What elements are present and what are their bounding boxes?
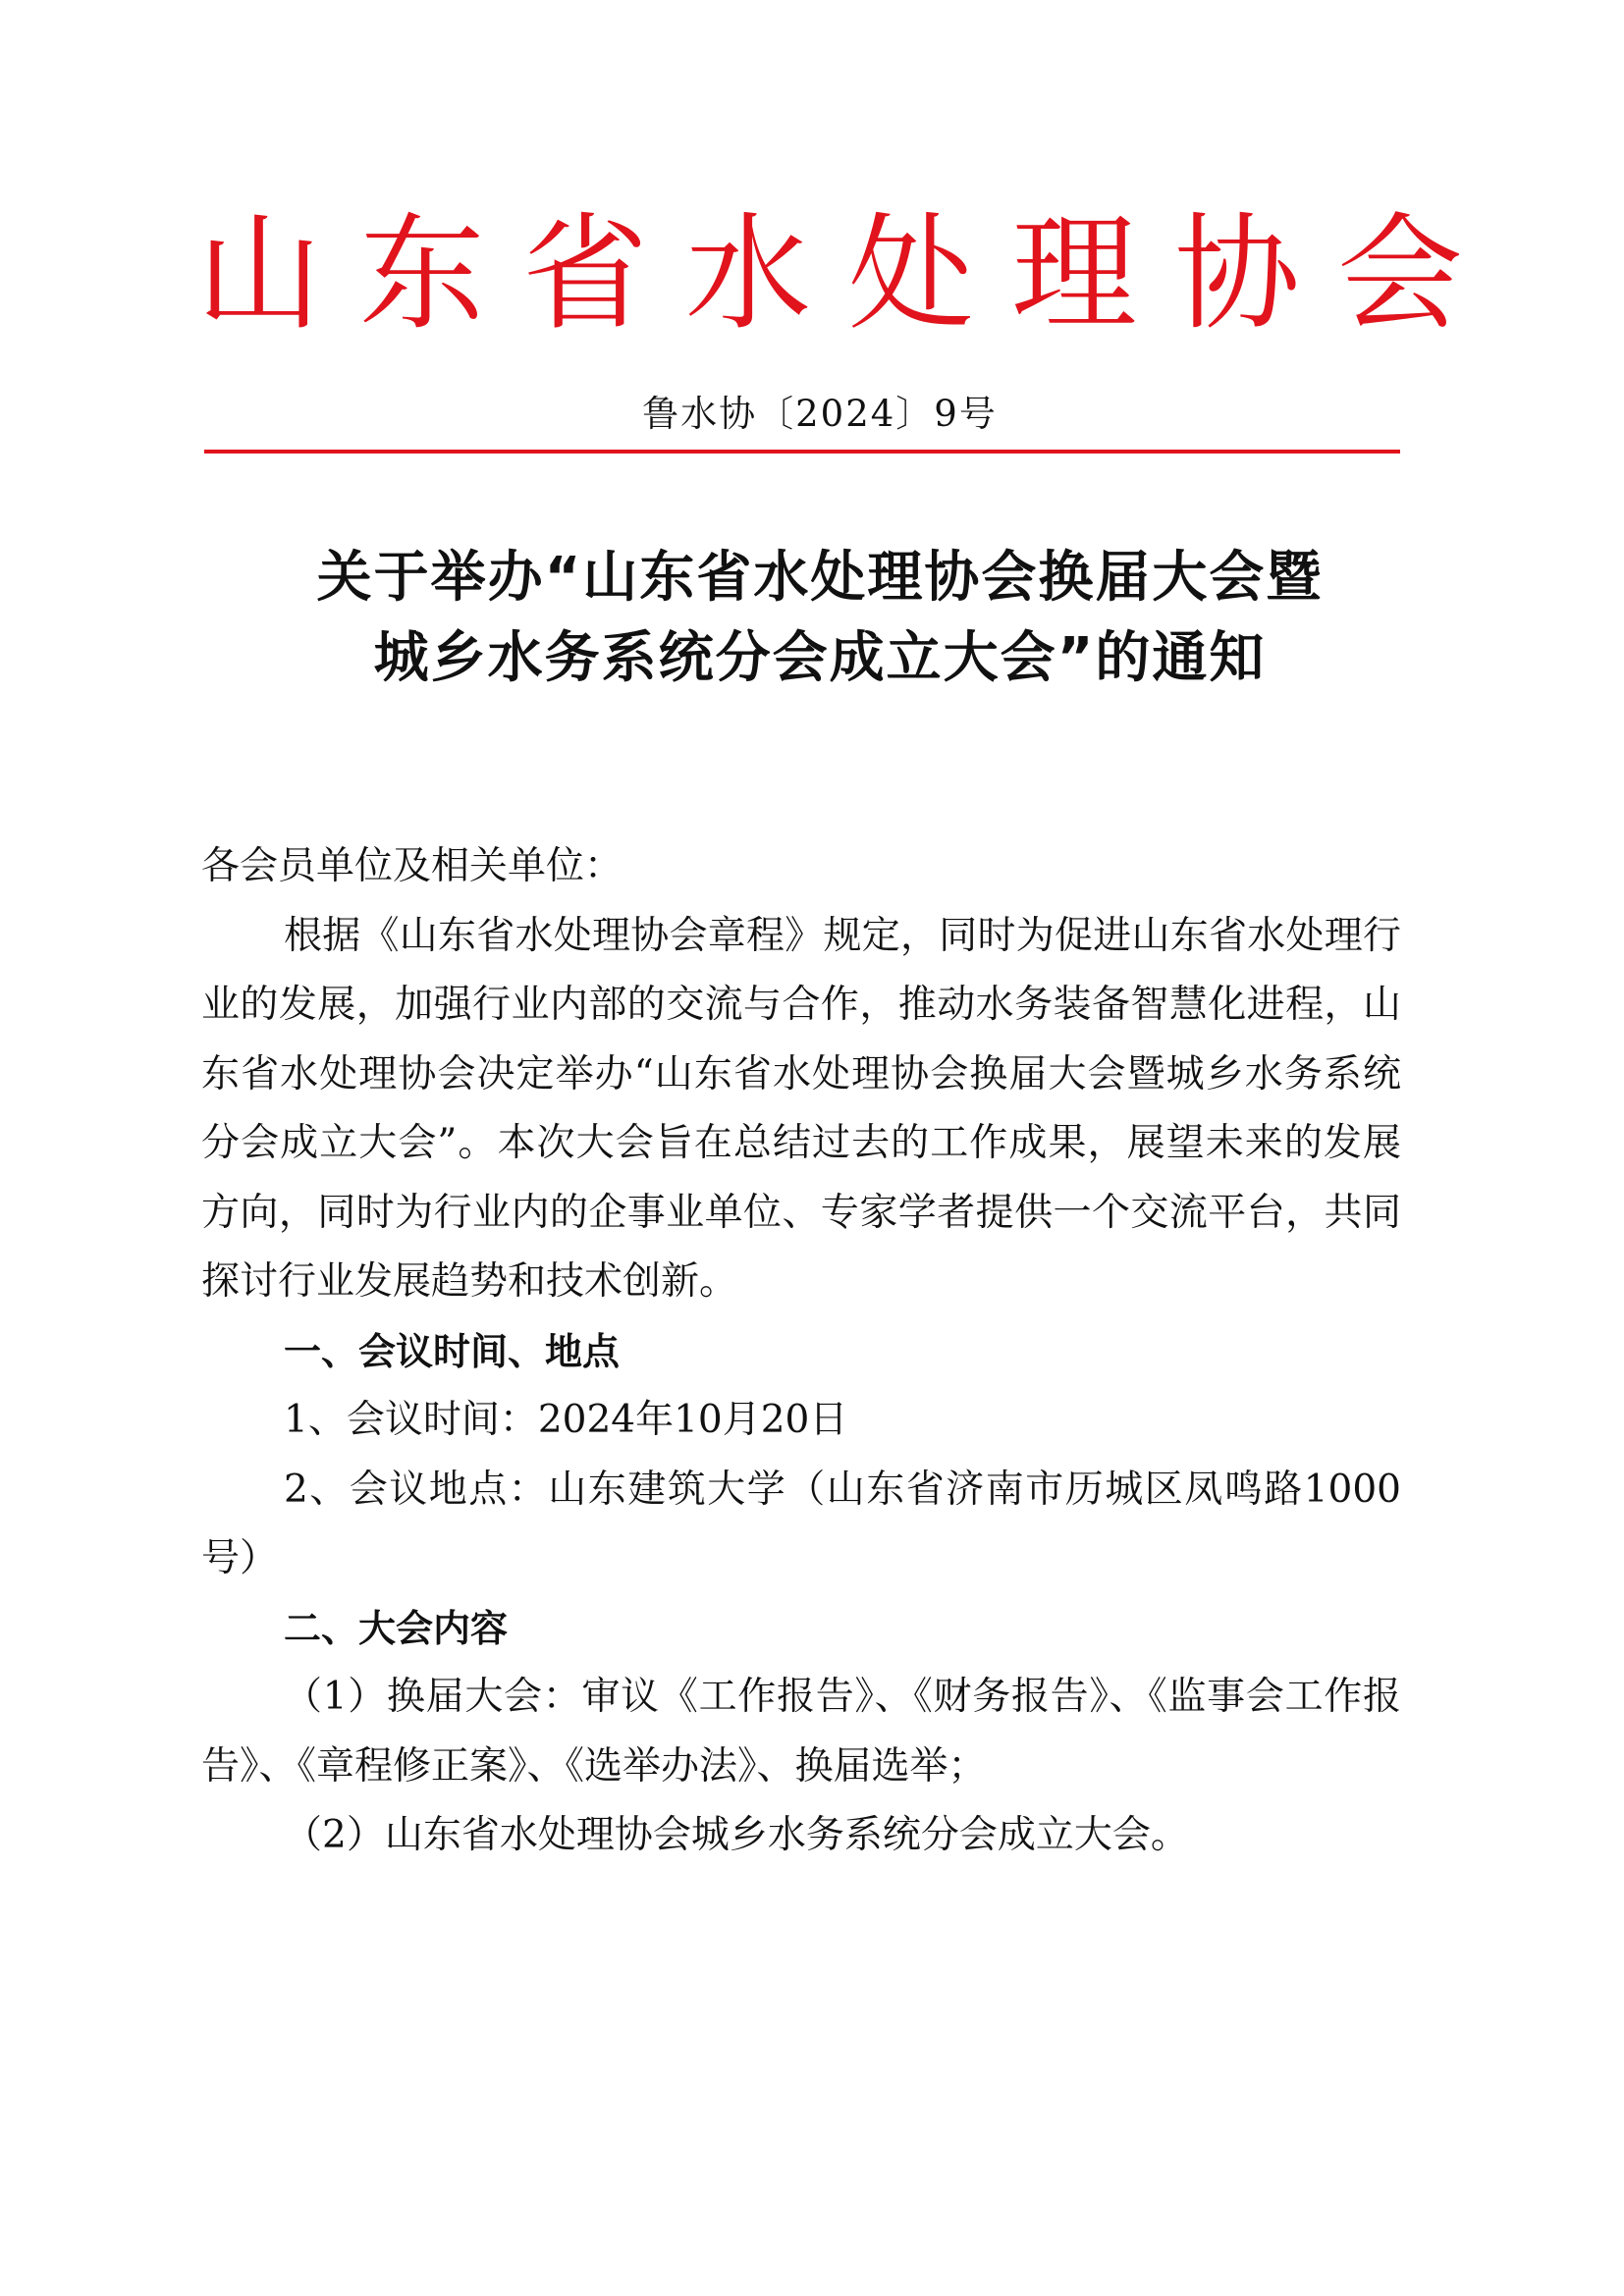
content-item-2: （2）山东省水处理协会城乡水务系统分会成立大会。 <box>284 1813 1189 1857</box>
meeting-place: 2、会议地点：山东建筑大学（山东省济南市历城区凤鸣路1000号） <box>201 1467 1401 1580</box>
header-red-rule <box>204 450 1400 454</box>
document-title-line-2: 城乡水务系统分会成立大会”的通知 <box>373 626 1267 690</box>
document-number: 鲁水协〔2024〕9号 <box>642 393 998 435</box>
salutation: 各会员单位及相关单位： <box>201 844 623 888</box>
section-heading-time-place: 一、会议时间、地点 <box>284 1329 621 1373</box>
document-body <box>201 832 1401 1871</box>
intro-paragraph: 根据《山东省水处理协会章程》规定，同时为促进山东省水处理行业的发展，加强行业内部的交流与合作，推动水务装备智慧化进程，山东省水处理协会决定举办“山东省水处理协会换届大会暨城乡水务系统分会成立大会”。本次大会旨在总结过去的工作成果，展望未来的发展方向，同时为行业内的企事业单位、专家学者提供一个交流平台，共同探讨行业发展趋势和技术创新。 <box>201 913 1401 1304</box>
content-item-1: （1）换届大会：审议《工作报告》、《财务报告》、《监事会工作报告》、《章程修正案》、《选举办法》、换届选举； <box>201 1675 1401 1789</box>
section-heading-content: 二、大会内容 <box>284 1606 509 1650</box>
document-title <box>196 538 1443 699</box>
document-title-line-1: 关于举办“山东省水处理协会换届大会暨 <box>316 546 1324 610</box>
meeting-time: 1、会议时间：2024年10月20日 <box>284 1398 848 1442</box>
organization-header: 山东省水处理协会 <box>196 201 1501 347</box>
